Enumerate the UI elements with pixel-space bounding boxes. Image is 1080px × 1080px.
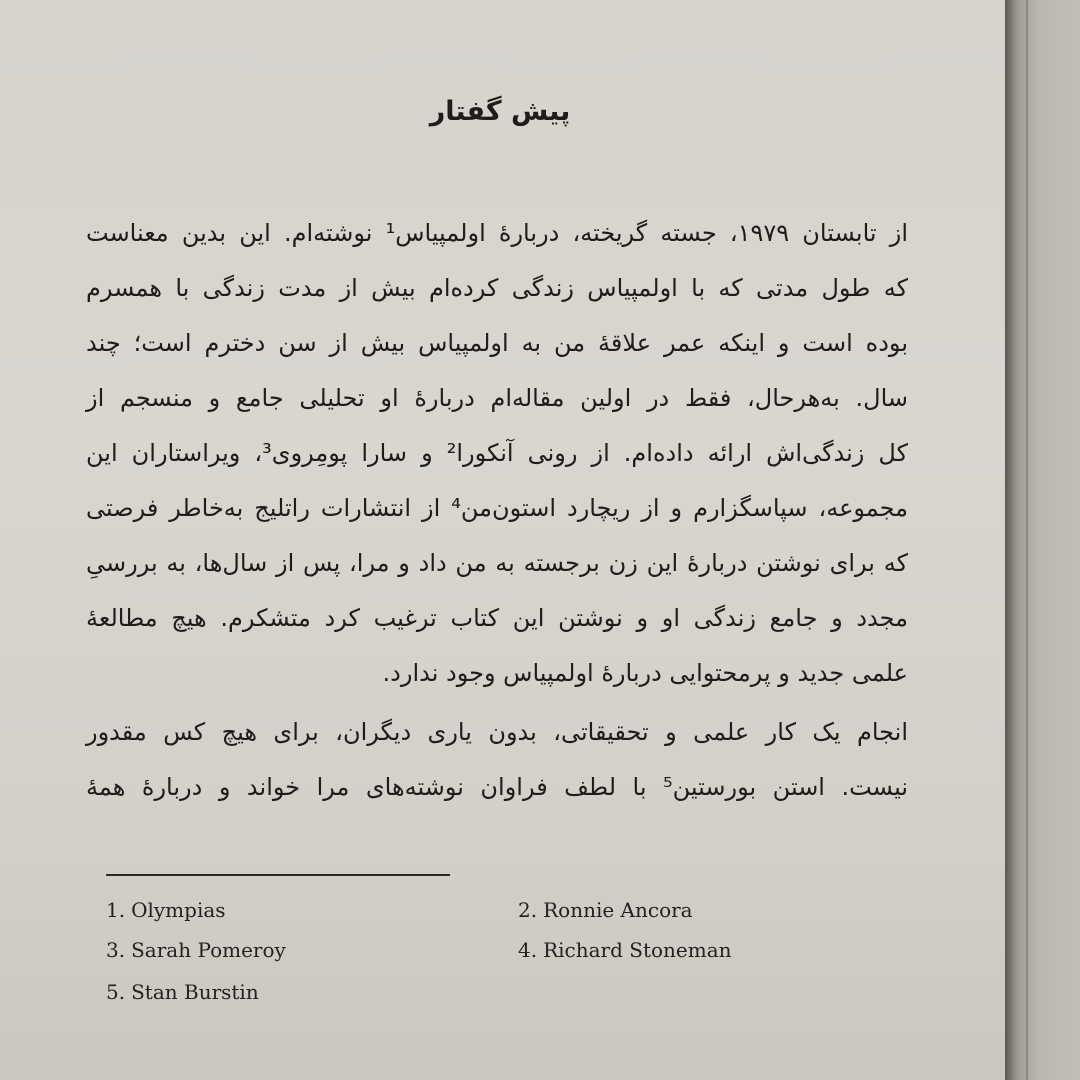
body-line: سال. به‌هرحال، فقط در اولین مقاله‌ام دربارهٔ او تحلیلی جامع و منسجم از — [86, 384, 908, 412]
page-edge — [1026, 0, 1028, 1080]
body-line: که برای نوشتن دربارهٔ این زن برجسته به من داد و مرا، پس از سال‌ها، به بررسیِ — [86, 549, 908, 577]
footnote-rule — [106, 874, 450, 876]
footnote-text: Olympias — [131, 898, 226, 922]
footnote-3 — [106, 938, 286, 962]
footnote-1 — [106, 898, 226, 922]
footnote-text: Sarah Pomeroy — [131, 938, 286, 962]
footnote-number: 1. — [106, 898, 126, 922]
body-line: از تابستان ۱۹۷۹، جسته گریخته، دربارهٔ اولمپیاس¹ نوشته‌ام. این بدین معناست — [86, 219, 908, 247]
body-line: علمی جدید و پرمحتوایی دربارهٔ اولمپیاس وجود ندارد. — [382, 659, 908, 687]
footnote-4 — [518, 938, 732, 962]
body-paragraphs — [86, 206, 908, 815]
body-line: بوده است و اینکه عمر علاقهٔ من به اولمپیاس بیش از سن دخترم است؛ چند — [86, 329, 908, 357]
footnote-number: 4. — [518, 938, 538, 962]
body-line: کل زندگی‌اش ارائه داده‌ام. از رونی آنکورا² و سارا پومِروی³، ویراستاران این — [86, 439, 908, 467]
body-line: نیست. استن بورستین⁵ با لطف فراوان نوشته‌های مرا خواند و دربارهٔ همهٔ — [86, 773, 909, 801]
footnote-number: 3. — [106, 938, 126, 962]
footnote-number: 5. — [106, 980, 126, 1004]
footnote-text: Stan Burstin — [131, 980, 259, 1004]
body-line: که طول مدتی که با اولمپیاس زندگی کرده‌ام بیش از مدت زندگی با همسرم — [86, 274, 908, 302]
body-line: مجموعه، سپاسگزارم و از ریچارد استون‌من⁴ از انتشارات راتلیج به‌خاطر فرصتی — [86, 494, 909, 522]
footnote-number: 2. — [518, 898, 538, 922]
chapter-heading: پیش گفتار — [429, 96, 571, 127]
adjacent-page — [1000, 0, 1080, 1080]
body-line: انجام یک کار علمی و تحقیقاتی، بدون یاری دیگران، برای هیچ کس مقدور — [86, 718, 908, 746]
footnote-2 — [518, 898, 693, 922]
footnote-text: Richard Stoneman — [543, 938, 732, 962]
footnote-5 — [106, 980, 259, 1004]
body-line: مجدد و جامع زندگی او و نوشتن این کتاب ترغیب کرد متشکرم. هیچ مطالعهٔ — [86, 604, 908, 632]
footnote-text: Ronnie Ancora — [543, 898, 693, 922]
